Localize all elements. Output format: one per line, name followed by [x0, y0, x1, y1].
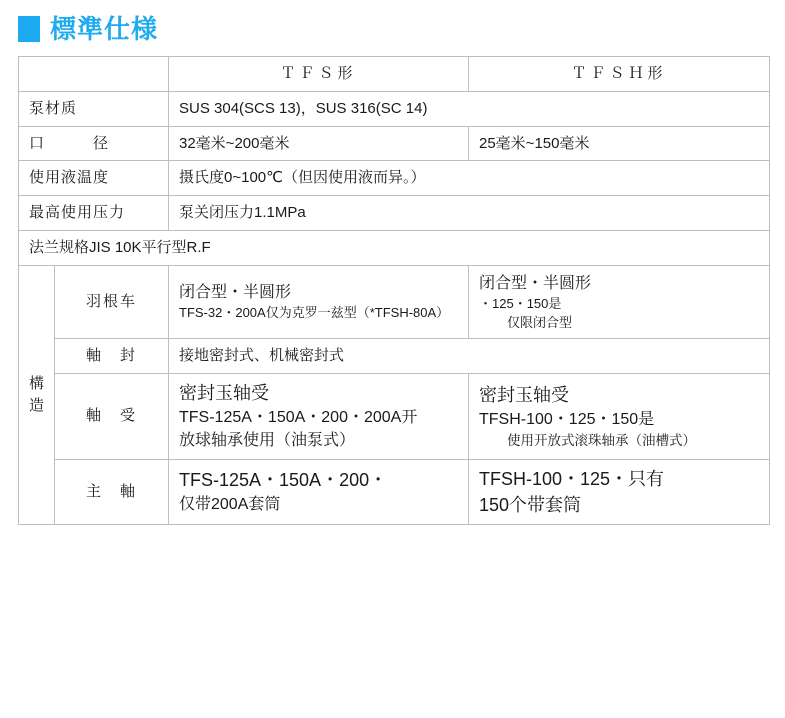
row-value-impeller-tfsh	[469, 265, 770, 339]
header-tfsh: ＴＦＳＨ形	[469, 57, 770, 92]
header-tfs: ＴＦＳ形	[169, 57, 469, 92]
impeller-tfs-line2: TFS-32・200A仅为克罗一兹型（*TFSH-80A）	[179, 305, 450, 321]
row-value-bore-tfsh: 25毫米~150毫米	[469, 126, 770, 161]
impeller-tfsh-line3: 仅限闭合型	[507, 314, 573, 330]
specification-table	[18, 56, 770, 525]
row-label-material: 泵材质	[19, 91, 169, 126]
table-row	[19, 265, 770, 339]
row-label-shaft-seal: 軸 封	[55, 339, 169, 374]
table-row	[19, 230, 770, 265]
page-title	[0, 0, 785, 52]
row-label-bearing: 軸 受	[55, 374, 169, 459]
row-value-main-shaft-tfsh	[469, 459, 770, 524]
table-row	[19, 91, 770, 126]
row-value-liquid-temp: 摄氏度0~100℃（但因使用液而异。）	[169, 161, 770, 196]
header-blank-cell	[19, 57, 169, 92]
table-row	[19, 126, 770, 161]
row-label-bore: 口 径	[19, 126, 169, 161]
table-row	[19, 374, 770, 459]
title-accent-bar	[18, 16, 40, 42]
row-value-bearing-tfsh	[469, 374, 770, 459]
main-shaft-tfsh-line1: TFSH-100・125・只有	[479, 468, 665, 489]
bearing-tfs-line3: 放球轴承使用（油泵式）	[179, 432, 356, 450]
bearing-tfsh-line2: TFSH-100・125・150是	[479, 411, 655, 429]
row-value-main-shaft-tfs	[169, 459, 469, 524]
table-header-row	[19, 57, 770, 92]
bearing-tfsh-line3: 使用开放式滚珠轴承（油槽式）	[507, 433, 696, 449]
impeller-tfsh-line2: ・125・150是	[479, 295, 562, 311]
bearing-tfsh-line1: 密封玉轴受	[479, 384, 569, 405]
row-label-main-shaft: 主 軸	[55, 459, 169, 524]
table-row	[19, 339, 770, 374]
impeller-tfsh-line1: 闭合型・半圆形	[479, 274, 592, 292]
table-row	[19, 459, 770, 524]
bearing-tfs-line1: 密封玉轴受	[179, 383, 269, 404]
page-title-text: 標準仕様	[50, 14, 159, 44]
row-value-flange: 法兰规格JIS 10K平行型R.F	[19, 230, 770, 265]
bearing-tfs-line2: TFS-125A・150A・200・200A开	[179, 409, 418, 427]
row-label-max-pressure: 最高使用压力	[19, 196, 169, 231]
row-value-max-pressure: 泵关闭压力1.1MPa	[169, 196, 770, 231]
table-row	[19, 161, 770, 196]
row-label-structure: 構 造	[19, 265, 55, 524]
row-value-bearing-tfs	[169, 374, 469, 459]
main-shaft-tfsh-line2: 150个带套筒	[479, 494, 582, 515]
row-value-impeller-tfs	[169, 265, 469, 339]
table-row	[19, 196, 770, 231]
row-value-material: SUS 304(SCS 13)，SUS 316(SC 14)	[169, 91, 770, 126]
row-value-bore-tfs: 32毫米~200毫米	[169, 126, 469, 161]
row-label-impeller: 羽根车	[55, 265, 169, 339]
impeller-tfs-line1: 闭合型・半圆形	[179, 283, 292, 301]
row-value-shaft-seal: 接地密封式、机械密封式	[169, 339, 770, 374]
main-shaft-tfs-line1: TFS-125A・150A・200・	[179, 470, 388, 491]
main-shaft-tfs-line2: 仅带200A套筒	[179, 496, 281, 514]
row-label-liquid-temp: 使用液温度	[19, 161, 169, 196]
